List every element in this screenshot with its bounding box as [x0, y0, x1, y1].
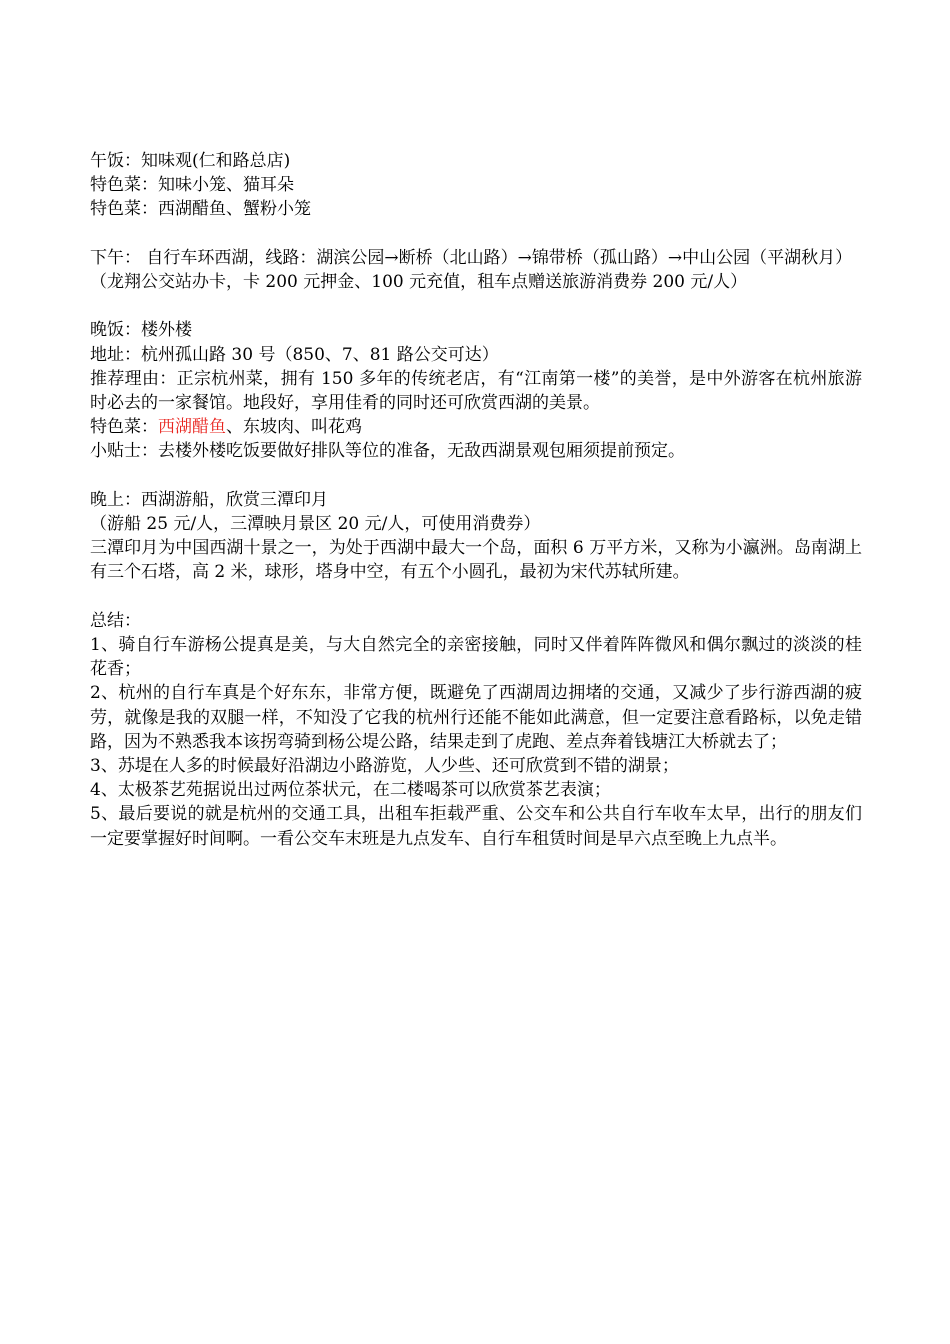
dinner-title: 晚饭：楼外楼 [90, 320, 192, 341]
summary-item: 2、杭州的自行车真是个好东东，非常方便，既避免了西湖周边拥堵的交通，又减少了步行游西湖的疲劳，就像是我的双腿一样，不知没了它我的杭州行还能不能如此满意，但一定要注意看路标，以免走错路，因为不熟悉我本该拐弯骑到杨公堤公路，结果走到了虎跑、差点奔着钱塘江大桥就去了； [90, 683, 862, 752]
lunch-dishes-1: 特色菜：知味小笼、猫耳朵 [90, 175, 294, 196]
lunch-restaurant: 午饭：知味观(仁和路总店) [90, 151, 291, 171]
dinner-tip: 小贴士：去楼外楼吃饭要做好排队等位的准备，无敌西湖景观包厢须提前预定。 [90, 441, 685, 462]
dinner-address: 地址：杭州孤山路 30 号（850、7、81 路公交可达） [90, 344, 499, 365]
spacer [90, 222, 862, 246]
summary-title: 总结： [90, 610, 141, 631]
evening-description: 三潭印月为中国西湖十景之一，为处于西湖中最大一个岛，面积 6 万平方米，又称为小瀛洲。岛南湖上有三个石塔，高 2 米，球形，塔身中空，有五个小圆孔，最初为宋代苏轼所建。 [90, 538, 862, 583]
evening-title: 晚上：西湖游船，欣赏三潭印月 [90, 489, 328, 510]
dinner-dishes-label: 特色菜： [90, 417, 158, 438]
spacer [90, 464, 862, 488]
dinner-reason: 推荐理由：正宗杭州菜，拥有 150 多年的传统老店，有“江南第一楼”的美誉，是中外游客在杭州旅游时必去的一家餐馆。地段好，享用佳肴的同时还可欣赏西湖的美景。 [90, 368, 862, 413]
dinner-dishes-rest: 、东坡肉、叫花鸡 [226, 417, 362, 438]
dinner-dishes-highlight: 西湖醋鱼 [158, 417, 226, 438]
evening-price: （游船 25 元/人，三潭映月景区 20 元/人，可使用消费券） [90, 514, 541, 534]
afternoon-note: （龙翔公交站办卡，卡 200 元押金、100 元充值，租车点赠送旅游消费券 200 元/人） [90, 272, 748, 292]
document-body [90, 149, 862, 851]
dinner-dishes [90, 415, 862, 439]
afternoon-route: 下午： 自行车环西湖，线路：湖滨公园→断桥（北山路）→锦带桥（孤山路）→中山公园（平湖秋月） [90, 247, 853, 268]
spacer [90, 585, 862, 609]
summary-item: 5、最后要说的就是杭州的交通工具，出租车拒载严重、公交车和公共自行车收车太早，出行的朋友们一定要掌握好时间啊。一看公交车末班是九点发车、自行车租赁时间是早六点至晚上九点半。 [90, 804, 862, 849]
summary-item: 4、太极茶艺苑据说出过两位茶状元，在二楼喝茶可以欣赏茶艺表演； [90, 780, 611, 801]
summary-item: 1、骑自行车游杨公提真是美，与大自然完全的亲密接触，同时又伴着阵阵微风和偶尔飘过的淡淡的桂花香； [90, 635, 862, 680]
summary-item: 3、苏堤在人多的时候最好沿湖边小路游览，人少些、还可欣赏到不错的湖景； [90, 756, 679, 777]
spacer [90, 294, 862, 318]
lunch-dishes-2: 特色菜：西湖醋鱼、蟹粉小笼 [90, 199, 311, 220]
